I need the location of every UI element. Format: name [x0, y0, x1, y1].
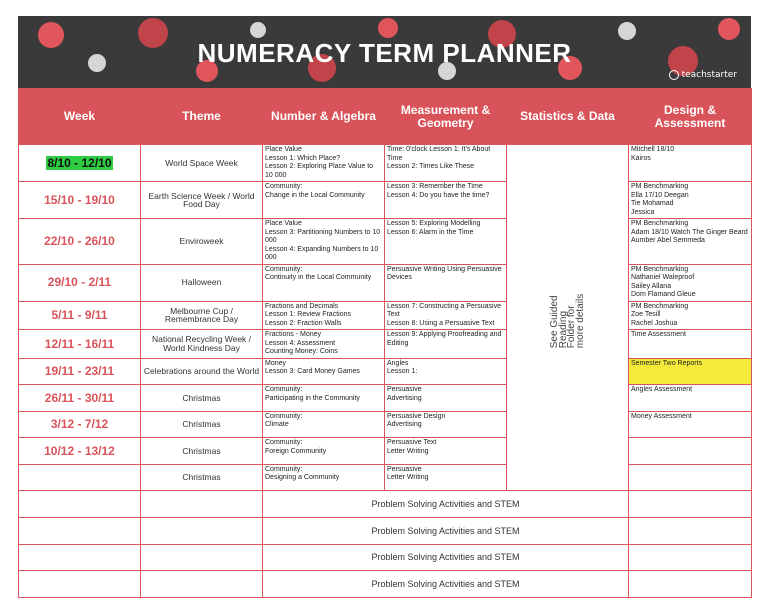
measurement-geometry-cell: Persuasive Design Advertising — [385, 411, 507, 438]
table-row — [19, 464, 752, 491]
number-algebra-cell: Community: Climate — [263, 411, 385, 438]
week-cell: 5/11 - 9/11 — [19, 301, 141, 330]
decor-circle — [378, 18, 398, 38]
table-row — [19, 411, 752, 438]
stem-cell: Problem Solving Activities and STEM — [263, 544, 629, 571]
stem-cell: Problem Solving Activities and STEM — [263, 491, 629, 518]
assessment-cell — [629, 438, 752, 465]
measurement-geometry-cell: Lesson 5: Exploring Modelling Lesson 6: Alarm in the Time — [385, 219, 507, 265]
assessment-cell: PM Benchmarking Adam 18/10 Watch The Ginger Beard Aumber Abel Semmeda — [629, 219, 752, 265]
week-cell — [19, 464, 141, 491]
theme-cell: Enviroweek — [141, 219, 263, 265]
table-row — [19, 330, 752, 359]
theme-cell: Christmas — [141, 385, 263, 412]
decor-circle — [250, 22, 266, 38]
stem-row — [19, 544, 752, 571]
assessment-cell — [629, 518, 752, 545]
measurement-geometry-cell: Lesson 3: Remember the Time Lesson 4: Do you have the time? — [385, 182, 507, 219]
stem-row — [19, 571, 752, 598]
theme-cell — [141, 491, 263, 518]
table-row — [19, 385, 752, 412]
measurement-geometry-cell: Persuasive Writing Using Persuasive Devices — [385, 264, 507, 301]
theme-cell — [141, 518, 263, 545]
theme-cell: Christmas — [141, 464, 263, 491]
measurement-geometry-cell: Persuasive Letter Writing — [385, 464, 507, 491]
assessment-cell: Angles Assessment — [629, 385, 752, 412]
week-cell — [19, 518, 141, 545]
week-cell: 29/10 - 2/11 — [19, 264, 141, 301]
table-row — [19, 264, 752, 301]
header-number-algebra: Number & Algebra — [263, 89, 385, 145]
header-banner — [18, 16, 751, 88]
number-algebra-cell: Place Value Lesson 1: Which Place? Lesson 2: Exploring Place Value to 10 000 — [263, 145, 385, 182]
assessment-cell — [629, 571, 752, 598]
week-cell: 22/10 - 26/10 — [19, 219, 141, 265]
number-algebra-cell: Community: Change in the Local Community — [263, 182, 385, 219]
theme-cell: Halloween — [141, 264, 263, 301]
assessment-cell: Money Assessment — [629, 411, 752, 438]
assessment-cell: PM Benchmarking Ella 17/10 Deegan Tie Mohamad Jessica — [629, 182, 752, 219]
assessment-cell — [629, 544, 752, 571]
assessment-cell: Semester Two Reports — [629, 358, 752, 385]
logo-icon — [669, 70, 679, 80]
assessment-cell: Mitchell 18/10 Kairos — [629, 145, 752, 182]
week-cell — [19, 544, 141, 571]
statistics-data-cell — [507, 145, 629, 491]
assessment-cell: PM Benchmarking Zoe Tesill Rachel Joshua — [629, 301, 752, 330]
number-algebra-cell: Fractions and Decimals Lesson 1: Review Fractions Lesson 2: Fraction Walls — [263, 301, 385, 330]
stem-cell: Problem Solving Activities and STEM — [263, 518, 629, 545]
table-row — [19, 219, 752, 265]
statistics-vertical-note: See Guided Reading Folder for more details — [548, 293, 585, 348]
assessment-cell — [629, 491, 752, 518]
stem-cell: Problem Solving Activities and STEM — [263, 571, 629, 598]
theme-cell: Christmas — [141, 411, 263, 438]
stem-row — [19, 491, 752, 518]
measurement-geometry-cell: Lesson 9: Applying Proofreading and Editing — [385, 330, 507, 359]
week-cell — [19, 145, 141, 182]
measurement-geometry-cell: Lesson 7: Constructing a Persuasive Text Lesson 8: Using a Persuasive Text — [385, 301, 507, 330]
page-title: NUMERACY TERM PLANNER — [197, 38, 572, 68]
number-algebra-cell: Community: Designing a Community — [263, 464, 385, 491]
theme-cell: National Recycling Week / World Kindness Day — [141, 330, 263, 359]
assessment-cell: PM Benchmarking Nathaniel Waleproof Sailey Allana Dom Flamand Gleue — [629, 264, 752, 301]
table-row — [19, 145, 752, 182]
number-algebra-cell: Fractions - Money Lesson 4: Assessment Counting Money: Coins — [263, 330, 385, 359]
measurement-geometry-cell: Angles Lesson 1: — [385, 358, 507, 385]
stem-row — [19, 518, 752, 545]
table-row — [19, 301, 752, 330]
week-cell: 3/12 - 7/12 — [19, 411, 141, 438]
table-row — [19, 182, 752, 219]
week-cell: 12/11 - 16/11 — [19, 330, 141, 359]
week-cell: 19/11 - 23/11 — [19, 358, 141, 385]
term-planner-page — [18, 16, 751, 589]
header-measurement-geometry: Measurement & Geometry — [385, 89, 507, 145]
number-algebra-cell: Place Value Lesson 3: Partitioning Numbers to 10 000 Lesson 4: Expanding Numbers to 10 000 — [263, 219, 385, 265]
header-row — [19, 89, 752, 145]
week-cell: 26/11 - 30/11 — [19, 385, 141, 412]
header-week: Week — [19, 89, 141, 145]
theme-cell: Earth Science Week / World Food Day — [141, 182, 263, 219]
theme-cell: Melbourne Cup / Remembrance Day — [141, 301, 263, 330]
number-algebra-cell: Community: Participating in the Community — [263, 385, 385, 412]
decor-circle — [718, 18, 740, 40]
number-algebra-cell: Money Lesson 3: Card Money Games — [263, 358, 385, 385]
assessment-cell: Time Assessment — [629, 330, 752, 359]
measurement-geometry-cell: Persuasive Advertising — [385, 385, 507, 412]
week-cell — [19, 491, 141, 518]
teachstarter-logo — [669, 70, 737, 80]
theme-cell: Celebrations around the World — [141, 358, 263, 385]
header-statistics-data: Statistics & Data — [507, 89, 629, 145]
week-cell: 10/12 - 13/12 — [19, 438, 141, 465]
header-theme: Theme — [141, 89, 263, 145]
theme-cell — [141, 571, 263, 598]
measurement-geometry-cell: Persuasive Text Letter Writing — [385, 438, 507, 465]
week-cell: 15/10 - 19/10 — [19, 182, 141, 219]
table-row — [19, 358, 752, 385]
measurement-geometry-cell: Time: 0'clock Lesson 1: It's About Time Lesson 2: Times Like These — [385, 145, 507, 182]
table-row — [19, 438, 752, 465]
number-algebra-cell: Community: Continuity in the Local Community — [263, 264, 385, 301]
theme-cell: Christmas — [141, 438, 263, 465]
header-assessment: Design & Assessment — [629, 89, 752, 145]
theme-cell: World Space Week — [141, 145, 263, 182]
theme-cell — [141, 544, 263, 571]
number-algebra-cell: Community: Foreign Community — [263, 438, 385, 465]
logo-text: teachstarter — [681, 70, 737, 80]
current-week-highlight: 8/10 - 12/10 — [47, 155, 112, 170]
week-cell — [19, 571, 141, 598]
assessment-cell — [629, 464, 752, 491]
planner-table — [18, 88, 752, 598]
